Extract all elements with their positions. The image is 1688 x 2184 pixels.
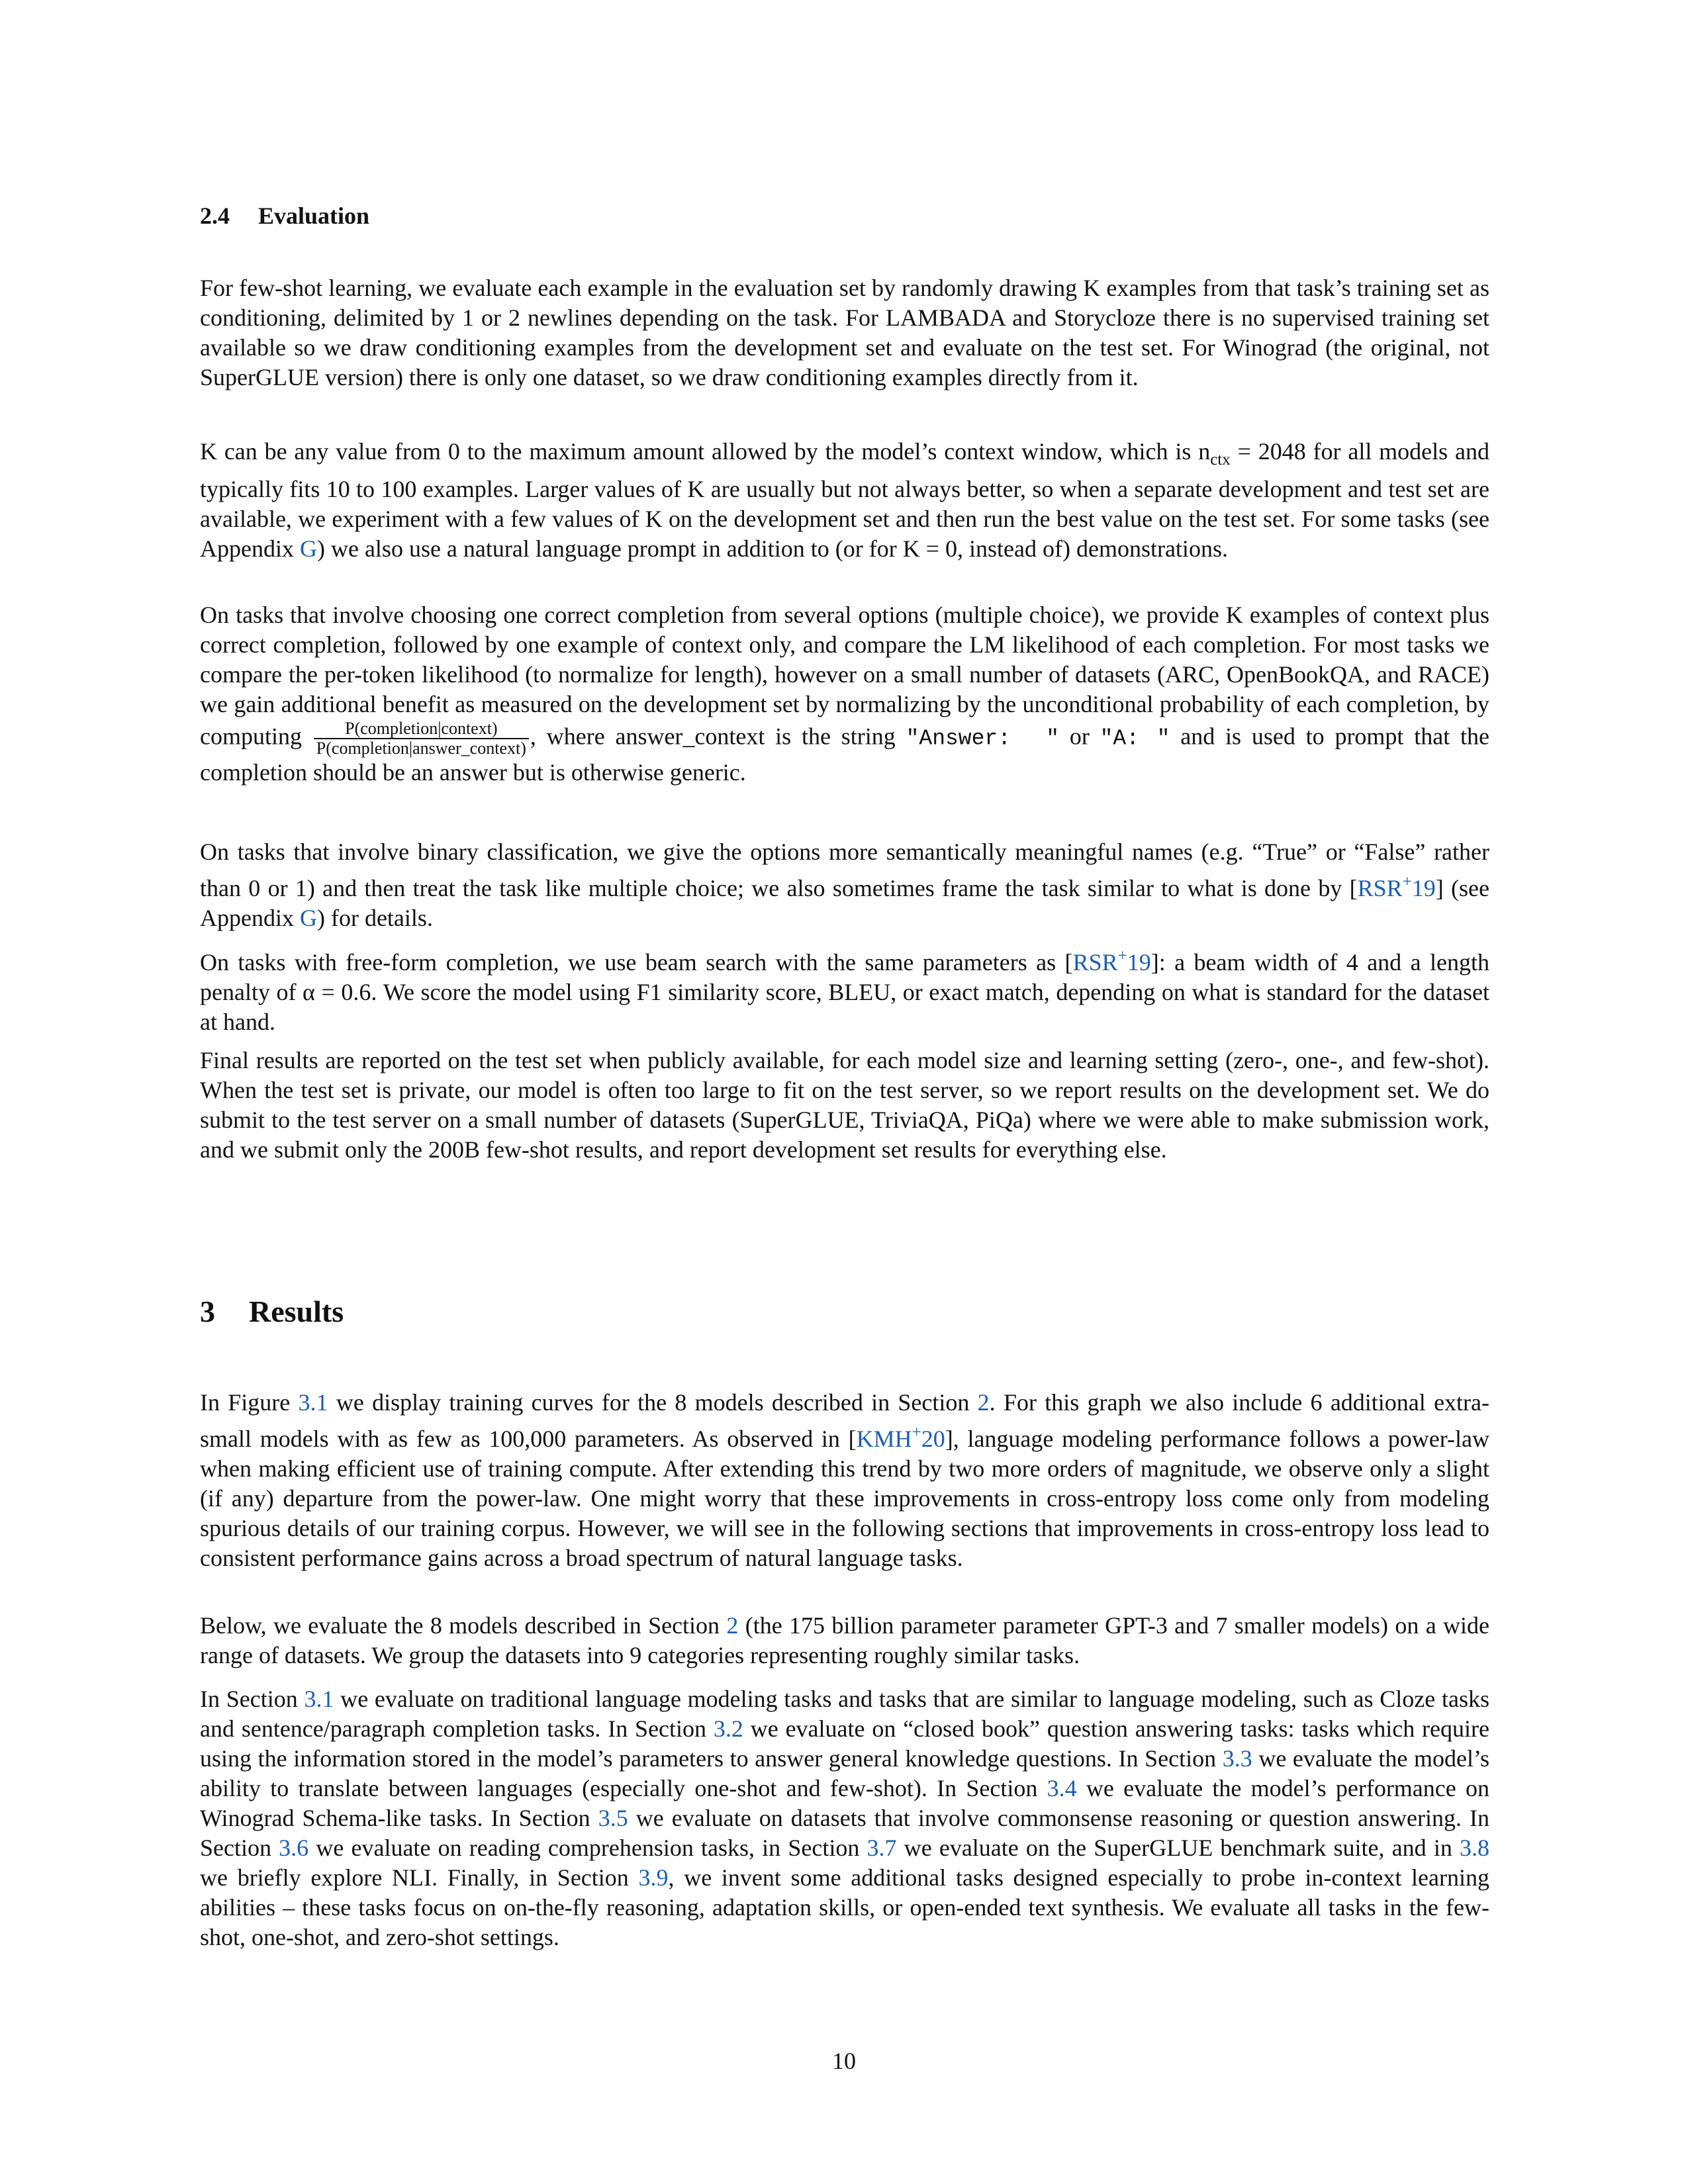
section-link[interactable]: 3.5 bbox=[598, 1805, 628, 1831]
section-link[interactable]: 3.9 bbox=[638, 1864, 669, 1891]
section-link[interactable]: 3.6 bbox=[279, 1835, 309, 1861]
page-number: 10 bbox=[832, 2048, 856, 2074]
section-link[interactable]: 3.1 bbox=[304, 1686, 334, 1712]
likelihood-fraction: $\frac{\text{P(completion|context)}}{\text{P(completion|answer\_context)}}$ bbox=[314, 719, 529, 758]
paragraph-free-form: On tasks with free-form completion, we use beam search with the same parameters as [RSR+19]: a beam width of 4 and a length penalty of α = 0.6. We score the model using F1 similarity score, BLEU, or exact match, depending on what is standard for the dataset at hand. bbox=[200, 947, 1490, 1035]
code-answer: "Answer: " bbox=[906, 726, 1060, 751]
section-link[interactable]: 2 bbox=[726, 1612, 739, 1639]
subsection-number: 2.4 bbox=[200, 203, 230, 229]
paragraph-section-guide: In Section 3.1 we evaluate on traditional language modeling tasks and tasks that are similar to language modeling, such as Cloze tasks and sentence/paragraph completion tasks. In Section 3.2 we evaluate on “closed book” question answering tasks: tasks which require using the information stored in the model’s parameters to answer general knowledge questions. In Section 3.3 we evaluate the model’s ability to translate between languages (especially one-shot and few-shot). In Section 3.4 we evaluate the model’s performance on Winograd Schema-like tasks. In Section 3.5 we evaluate on datasets that involve commonsense reasoning or question answering. In Section 3.6 we evaluate on reading comprehension tasks, in Section 3.7 we evaluate on the SuperGLUE benchmark suite, and in 3.8 we briefly explore NLI. Finally, in Section 3.9, we invent some additional tasks designed especially to probe in-context learning abilities – these tasks focus on on-the-fly reasoning, adaptation skills, or open-ended text synthesis. We evaluate all tasks in the few-shot, one-shot, and zero-shot settings. bbox=[200, 1686, 1490, 1950]
paragraph-few-shot: For few-shot learning, we evaluate each example in the evaluation set by randomly drawing K examples from that task’s training set as conditioning, delimited by 1 or 2 newlines depending on the task. For LAMBADA and Storycloze there is no supervised training set available so we draw conditioning examples from the development set and evaluate on the test set. For Winograd (the original, not SuperGLUE version) there is only one dataset, so we draw conditioning examples directly from it. bbox=[200, 275, 1489, 390]
citation-link[interactable]: RSR+19 bbox=[1072, 947, 1151, 976]
section-heading bbox=[200, 1294, 344, 1329]
section-number: 3 bbox=[200, 1295, 215, 1328]
section-link[interactable]: 3.7 bbox=[867, 1835, 897, 1861]
section-link[interactable]: 3.4 bbox=[1047, 1775, 1077, 1801]
code-a: "A: " bbox=[1100, 726, 1170, 751]
paragraph-evaluation-overview: Below, we evaluate the 8 models described in Section 2 (the 175 billion parameter parameter GPT-3 and 7 smaller models) on a wide range of datasets. We group the datasets into 9 categories representing roughly similar tasks. bbox=[200, 1612, 1489, 1668]
appendix-link[interactable]: G bbox=[299, 905, 317, 931]
citation-link[interactable]: KMH+20 bbox=[856, 1424, 945, 1452]
paragraph-training-curves: In Figure 3.1 we display training curves for the 8 models described in Section 2. For this graph we also include 6 additional extra-small models with as few as 100,000 parameters. As observed in [KMH+20], language modeling performance follows a power-law when making efficient use of training compute. After extending this trend by two more orders of magnitude, we observe only a slight (if any) departure from the power-law. One might worry that these improvements in cross-entropy loss come only from modeling spurious details of our training corpus. However, we will see in the following sections that improvements in cross-entropy loss lead to consistent performance gains across a broad spectrum of natural language tasks. bbox=[200, 1389, 1490, 1571]
subsection-title: Evaluation bbox=[258, 203, 370, 229]
paragraph-final-results: Final results are reported on the test set when publicly available, for each model size and learning setting (zero-, one-, and few-shot). When the test set is private, our model is often too large to fit on the test server, so we report results on the development set. We do submit to the test server on a small number of datasets (SuperGLUE, TriviaQA, PiQa) where we were able to make submission work, and we submit only the 200B few-shot results, and report development set results for everything else. bbox=[200, 1047, 1489, 1163]
citation-link[interactable]: RSR+19 bbox=[1357, 873, 1436, 901]
paragraph-k-values: K can be any value from 0 to the maximum amount allowed by the model’s context window, which is $n_{ctx} = 2048$ for all models and typically fits 10 to 100 examples. Larger values of K are usually but not always better, so when a separate development and test set are available, we experiment with a few values of K on the development set and then run the best value on the test set. For some tasks (see Appendix G) we also use a natural language prompt in addition to (or for K = 0, instead of) demonstrations. bbox=[200, 438, 1489, 562]
section-link[interactable]: 3.2 bbox=[713, 1715, 743, 1742]
section-title: Results bbox=[249, 1295, 344, 1328]
paragraph-multiple-choice: On tasks that involve choosing one correct completion from several options (multiple choice), we provide K examples of context plus correct completion, followed by one example of context only, and compare the LM likelihood of each completion. For most tasks we compare the per-token likelihood (to normalize for length), however on a small number of datasets (ARC, OpenBookQA, and RACE) we gain additional benefit as measured on the development set by normalizing by the unconditional probability of each completion, by computing $\frac{\text{P(completion|context)}}{\text{P(completion|answer\_context)}}$ , where answer_context is the string "Answer: " or "A: " and is used to prompt that the completion should be an answer but is otherwise generic. bbox=[200, 602, 1489, 786]
section-link[interactable]: 3.8 bbox=[1460, 1835, 1490, 1861]
appendix-link[interactable]: G bbox=[299, 535, 317, 562]
section-link[interactable]: 3.3 bbox=[1222, 1745, 1252, 1772]
figure-link[interactable]: 3.1 bbox=[298, 1389, 328, 1416]
section-link[interactable]: 2 bbox=[977, 1389, 990, 1416]
subsection-heading bbox=[200, 202, 369, 230]
paragraph-binary-classification: On tasks that involve binary classification, we give the options more semantically meaningful names (e.g. “True” or “False” rather than 0 or 1) and then treat the task like multiple choice; we also sometimes frame the task similar to what is done by [RSR+19] (see Appendix G) for details. bbox=[200, 839, 1490, 931]
